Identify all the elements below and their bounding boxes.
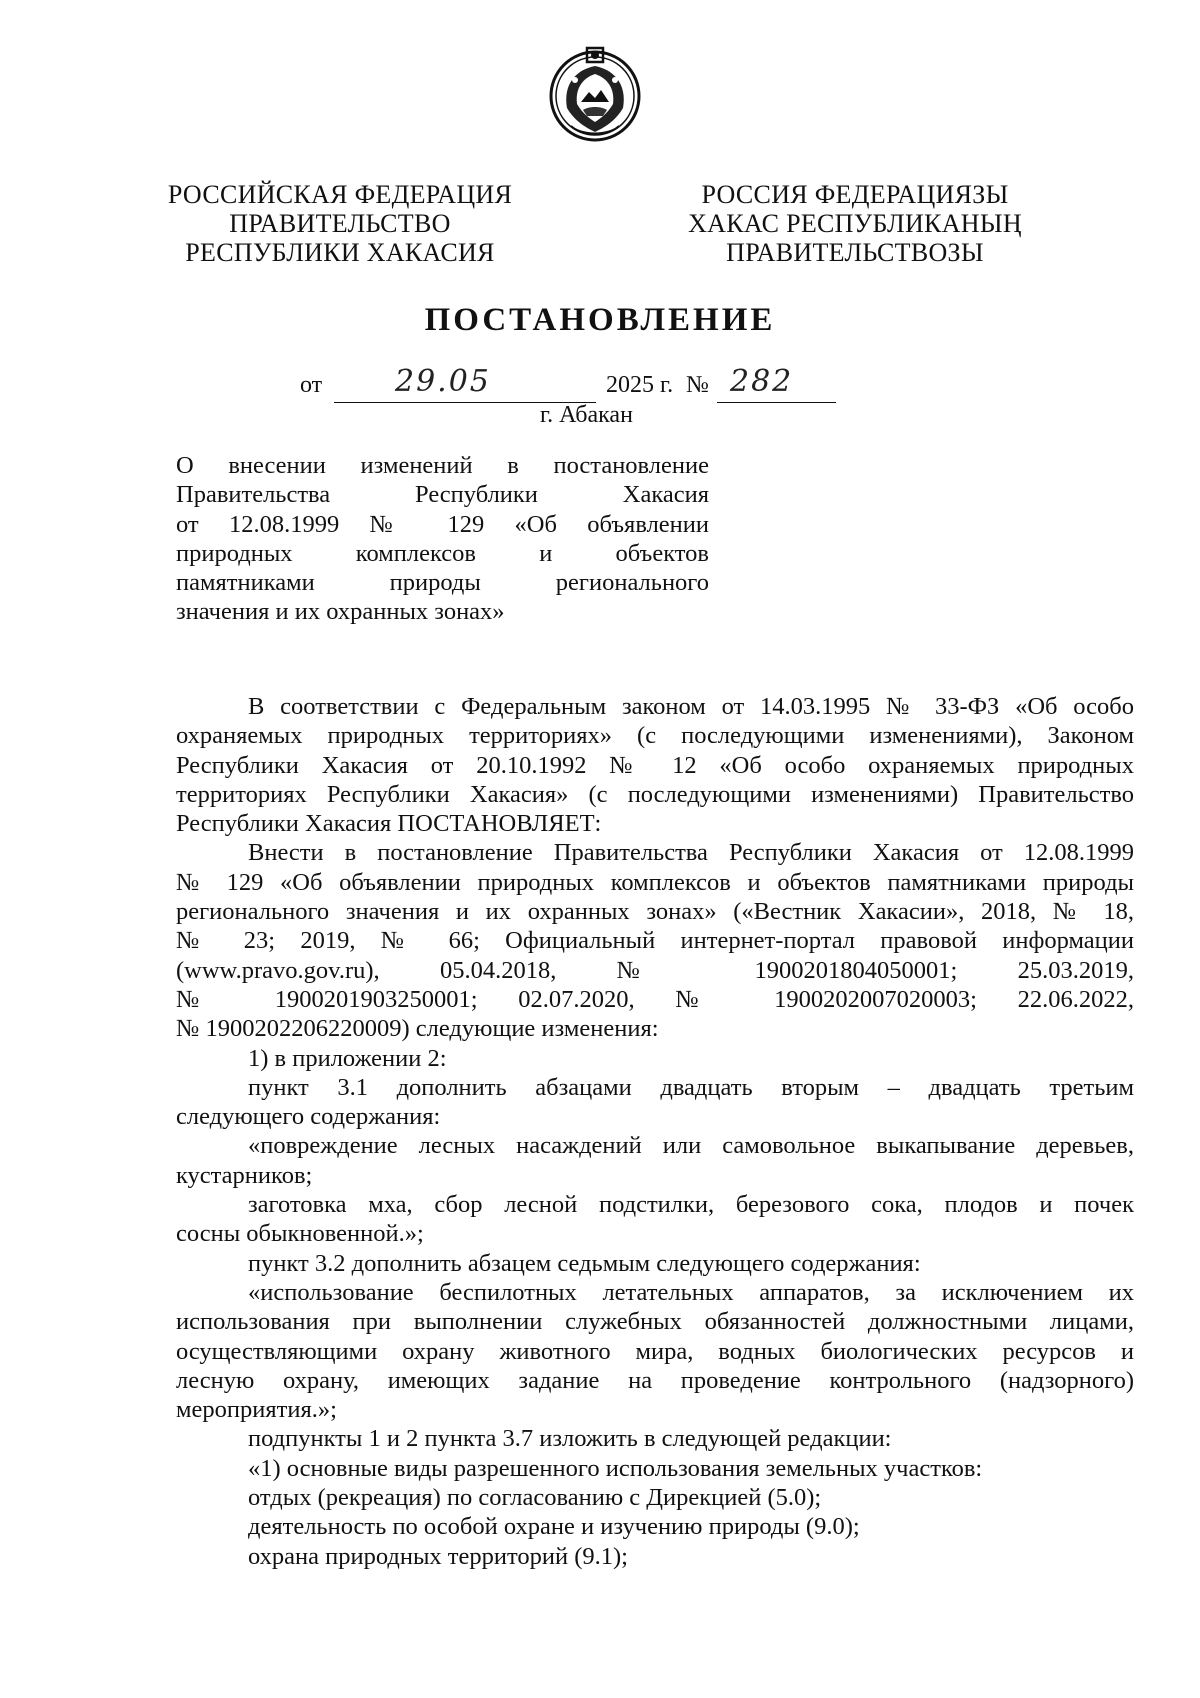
handwritten-date: 29.05	[395, 364, 491, 399]
body-line: (www.pravo.gov.ru), 05.04.2018, № 1900201804050001; 25.03.2019,	[176, 956, 1134, 984]
body-line: охраняемых природных территориях» (с последующими изменениями), Законом	[176, 722, 1134, 750]
body-line: пункт 3.1 дополнить абзацами двадцать вторым – двадцать третьим	[248, 1073, 1134, 1101]
date-number-line	[300, 364, 900, 404]
body-line: регионального значения и их охранных зонах» («Вестник Хакасии», 2018, № 18,	[176, 898, 1134, 926]
subject-line: значения и их охранных зонах»	[176, 598, 505, 626]
handwritten-number: 282	[730, 364, 794, 399]
header-left-line: РЕСПУБЛИКИ ХАКАСИЯ	[185, 238, 495, 267]
body-line: кустарников;	[176, 1161, 313, 1189]
body-line: следующего содержания:	[176, 1103, 441, 1131]
body-line: деятельность по особой охране и изучению природы (9.0);	[248, 1513, 860, 1541]
body-line: В соответствии с Федеральным законом от 14.03.1995 № 33-ФЗ «Об особо	[248, 693, 1134, 720]
number-label: №	[686, 372, 709, 398]
body-line: № 1900201903250001; 02.07.2020, № 1900202007020003; 22.06.2022,	[176, 985, 1134, 1013]
header-right-line: ХАКАС РЕСПУБЛИКАНЫҢ	[688, 209, 1022, 238]
body-line: охрана природных территорий (9.1);	[248, 1542, 628, 1570]
body-line: «1) основные виды разрешенного использования земельных участков:	[248, 1454, 983, 1482]
body-line: «повреждение лесных насаждений или самовольное выкапывание деревьев,	[248, 1132, 1134, 1160]
body-line: использования при выполнении служебных обязанностей должностными лицами,	[176, 1308, 1134, 1336]
subject-block	[176, 451, 709, 627]
body-line: подпункты 1 и 2 пункта 3.7 изложить в следующей редакции:	[248, 1425, 892, 1453]
body-text	[176, 692, 1134, 1571]
document-title: ПОСТАНОВЛЕНИЕ	[424, 302, 776, 338]
body-line: территориях Республики Хакасия» (с последующими изменениями) Правительство	[176, 780, 1134, 808]
header-right-line: РОССИЯ ФЕДЕРАЦИЯЗЫ	[701, 180, 1009, 209]
body-line: мероприятия.»;	[176, 1396, 337, 1424]
subject-line: от 12.08.1999 № 129 «Об объявлении	[176, 510, 709, 538]
subject-line: природных комплексов и объектов	[176, 539, 709, 567]
subject-line: Правительства Республики Хакасия	[176, 481, 709, 509]
body-line: № 23; 2019, № 66; Официальный интернет-портал правовой информации	[176, 927, 1134, 955]
year-label: 2025 г.	[606, 372, 674, 398]
subject-line: О внесении изменений в постановление	[176, 452, 709, 479]
subject-line: памятниками природы регионального	[176, 569, 709, 597]
body-line: отдых (рекреация) по согласованию с Дирекцией (5.0);	[248, 1484, 822, 1512]
body-line: осуществляющими охрану животного мира, водных биологических ресурсов и	[176, 1337, 1134, 1365]
body-line: лесную охрану, имеющих задание на проведение контрольного (надзорного)	[176, 1366, 1134, 1394]
body-line: Республики Хакасия от 20.10.1992 № 12 «Об особо охраняемых природных	[176, 751, 1134, 779]
body-line: Внести в постановление Правительства Республики Хакасия от 12.08.1999	[248, 839, 1134, 867]
body-line: пункт 3.2 дополнить абзацем седьмым следующего содержания:	[248, 1249, 921, 1277]
body-line: № 129 «Об объявлении природных комплексов и объектов памятниками природы	[176, 868, 1134, 896]
body-line: заготовка мха, сбор лесной подстилки, березового сока, плодов и почек	[248, 1191, 1134, 1219]
header-left-line: РОССИЙСКАЯ ФЕДЕРАЦИЯ	[167, 180, 513, 209]
khakassia-coat-of-arms-icon	[545, 40, 645, 146]
body-line: Республики Хакасия ПОСТАНОВЛЯЕТ:	[176, 810, 602, 838]
body-line: «использование беспилотных летательных аппаратов, за исключением их	[248, 1278, 1134, 1306]
body-line: № 1900202206220009) следующие изменения:	[176, 1015, 659, 1043]
body-line: 1) в приложении 2:	[248, 1044, 447, 1072]
header-left-line: ПРАВИТЕЛЬСТВО	[229, 209, 451, 238]
number-blank-line	[717, 402, 836, 403]
header-left	[140, 180, 540, 267]
header-right	[655, 180, 1055, 267]
city-label: г. Абакан	[540, 402, 633, 428]
body-line: сосны обыкновенной.»;	[176, 1220, 424, 1248]
header-right-line: ПРАВИТЕЛЬСТВОЗЫ	[726, 238, 984, 267]
from-label: от	[300, 372, 323, 398]
